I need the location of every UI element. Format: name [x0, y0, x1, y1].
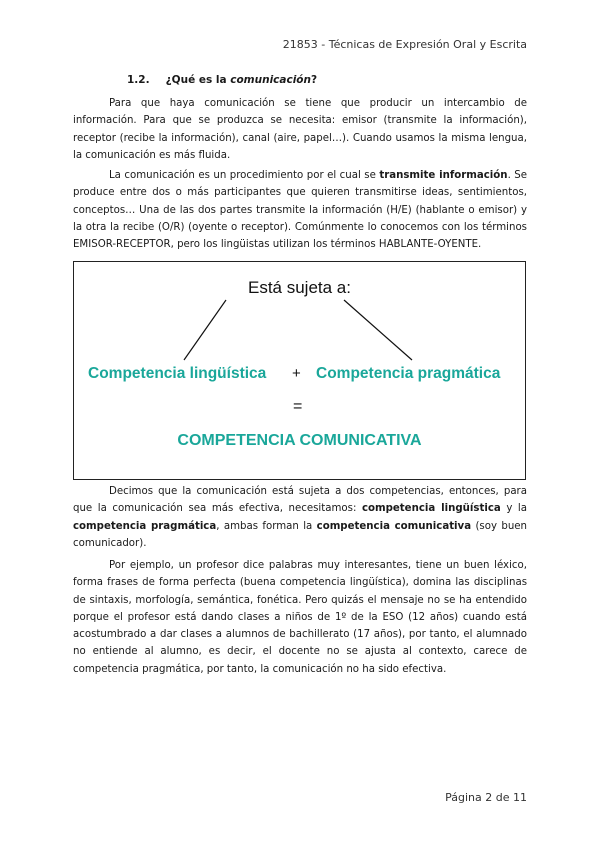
communicative-competence-label: COMPETENCIA COMUNICATIVA [177, 432, 422, 449]
document-header: 21853 - Técnicas de Expresión Oral y Escrita [282, 38, 527, 51]
paragraph-3-text-e: , ambas forman la [216, 520, 317, 532]
pragmatic-competence-label: Competencia pragmática [316, 365, 501, 382]
paragraph-3-text-c: y la [500, 503, 527, 515]
paragraph-2 [73, 167, 527, 253]
paragraph-3 [73, 483, 527, 552]
diagram-title: Está sujeta a: [247, 278, 351, 297]
paragraph-4 [73, 557, 527, 678]
paragraph-4-text: Por ejemplo, un profesor dice palabras muy interesantes, tiene un buen léxico, forma frases de forma perfecta (buena competencia lingüística), domina las disciplinas de sintaxis, morfología, semántica, fonética. Pero quizás el mensaje no se ha entendido porque el profesor está dando clases a niños de 1º de la ESO (12 años) cuando está acostumbrado a dar clases a alumnos de bachillerato (17 años), por tanto, el alumnado no entiende al alumno, es decir, el docente no se ajusta al contexto, carece de competencia pragmática, por tanto, la comunicación no ha sido efectiva. [73, 560, 527, 675]
paragraph-3-text-g: (soy buen comunicador). [73, 520, 528, 549]
section-title-emphasis: comunicación [230, 74, 311, 86]
paragraph-2-text-c: . Se produce entre dos o más participantes que quieren transmitirse ideas, sentimientos, conceptos… Una de las dos partes transmite la información (H/E) (hablante o emisor) y la otra la recibe (O/R) (oyente o receptor). Comúnmente lo conocemos con los términos EMISOR-RECEPTOR, pero los lingüistas utilizan los términos HABLANTE-OYENTE. [73, 170, 528, 251]
paragraph-3-bold-pragmatic: competencia pragmática [73, 520, 217, 532]
section-number: 1.2. [127, 74, 150, 86]
section-heading [127, 74, 317, 86]
equals-sign: = [293, 398, 303, 415]
competence-diagram [73, 261, 526, 480]
paragraph-3-bold-communicative: competencia comunicativa [316, 520, 472, 532]
linguistic-competence-label: Competencia lingüística [88, 365, 267, 382]
page-number: Página 2 de 11 [445, 791, 527, 804]
paragraph-1 [73, 95, 527, 164]
paragraph-3-bold-linguistic: competencia lingüística [361, 503, 501, 515]
plus-sign: + [292, 365, 301, 382]
section-title-suffix: ? [310, 74, 318, 86]
paragraph-2-text-a: La comunicación es un procedimiento por el cual se [109, 170, 380, 181]
paragraph-2-bold: transmite información [379, 170, 508, 181]
paragraph-3-text-a: Decimos que la comunicación está sujeta a dos competencias, entonces, para que la comunicación sea más efectiva, necesitamos: [73, 486, 527, 515]
connector-line-right [344, 300, 412, 360]
connector-line-left [184, 300, 226, 360]
paragraph-1-text: Para que haya comunicación se tiene que producir un intercambio de información. Para que se produzca se necesita: emisor (transmite la información), receptor (recibe la información), canal (aire, papel…). Cuando usamos la misma lengua, la comunicación es más fluida. [73, 98, 527, 161]
section-title-prefix: ¿Qué es la [165, 74, 231, 86]
